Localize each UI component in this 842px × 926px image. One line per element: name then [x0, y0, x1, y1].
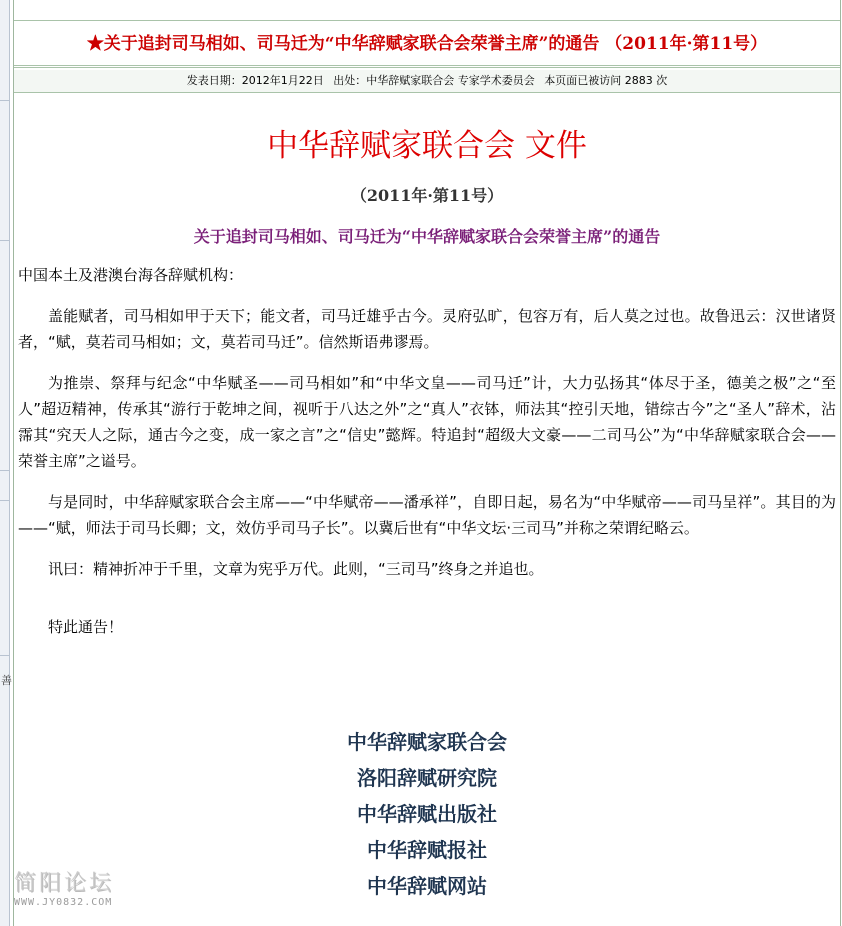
publish-date: 发表日期：2012年1月22日 [186, 74, 324, 87]
edge-divider [0, 500, 9, 501]
paragraph: 盖能赋者，司马相如甲于天下；能文者，司马迁雄乎古今。灵府弘旷，包容万有，后人莫之过也。故鲁迅云：汉世诸贤者，“赋，莫若司马相如；文，莫若司马迁”。信然斯语弗谬焉。 [18, 307, 836, 351]
signature-line: 中华辞赋出版社 [357, 802, 497, 826]
document-subtitle: 关于追封司马相如、司马迁为“中华辞赋家联合会荣誉主席”的通告 [193, 227, 661, 246]
watermark-url: WWW.JY0832.COM [14, 897, 113, 908]
forum-watermark [14, 866, 144, 908]
visit-count: 本页面已被访问 2883 次 [544, 74, 668, 87]
document-body [18, 262, 836, 655]
adjacent-window-edge [0, 0, 10, 926]
edge-divider [0, 240, 9, 241]
document-number: （2011年·第11号） [350, 186, 504, 205]
document-heading: 中华辞赋家联合会 文件 [267, 128, 587, 164]
meta-bar [14, 70, 840, 93]
closing-line: 特此通告！ [48, 618, 124, 636]
signature-line: 中华辞赋家联合会 [347, 730, 507, 754]
paragraph: 讯曰：精神折冲于千里，文章为宪乎万代。此则，“三司马”终身之并追也。 [48, 560, 544, 578]
edge-mark: 善 [1, 674, 12, 687]
article-frame [13, 0, 841, 926]
article-title: ★关于追封司马相如、司马迁为“中华辞赋家联合会荣誉主席”的通告 （2011年·第11号） [86, 34, 768, 54]
salutation: 中国本土及港澳台海各辞赋机构： [18, 266, 244, 284]
edge-divider [0, 100, 9, 101]
source: 出处：中华辞赋家联合会 专家学术委员会 [333, 74, 535, 87]
paragraph: 与是同时，中华辞赋家联合会主席——“中华赋帝——潘承祥”，自即日起，易名为“中华赋帝——司马呈祥”。其目的为——“赋，师法于司马长卿；文，效仿乎司马子长”。以冀后世有“中华文坛·三司马”并称之荣谓纪略云。 [18, 493, 836, 537]
paragraph: 为推崇、祭拜与纪念“中华赋圣——司马相如”和“中华文皇——司马迁”计，大力弘扬其“体尽于圣，德美之极”之“至人”超迈精神，传承其“游行于乾坤之间，视听于八达之外”之“真人”衣钵，师法其“控引天地，错综古今”之“圣人”辞术，沾霈其“究天人之际，通古今之变，成一家之言”之“信史”懿辉。特追封“超级大文豪——二司马公”为“中华辞赋家联合会——荣誉主席”之谥号。 [18, 374, 836, 470]
edge-divider [0, 655, 9, 656]
title-bar [14, 20, 840, 68]
signature-line: 洛阳辞赋研究院 [357, 766, 497, 790]
watermark-name: 简阳论坛 [14, 871, 115, 896]
signature-line: 中华辞赋报社 [367, 838, 487, 862]
edge-divider [0, 470, 9, 471]
signature-line: 中华辞赋网站 [367, 874, 487, 898]
